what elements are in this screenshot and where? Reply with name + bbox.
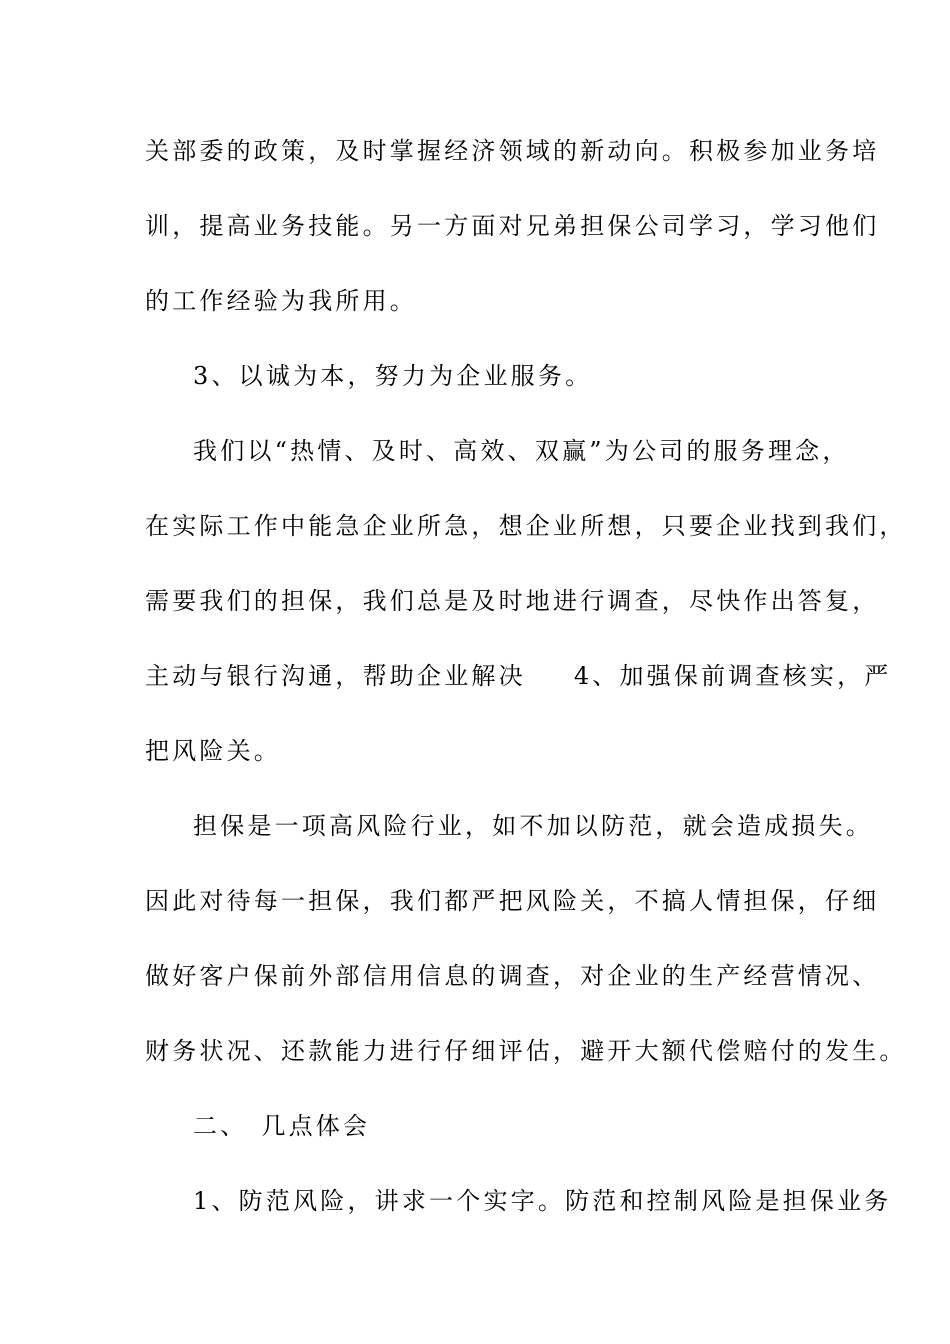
section-title: 几点体会 (261, 1112, 371, 1140)
text-line: 把风险关。 (145, 737, 281, 765)
text-line: 关部委的政策，及时掌握经济领域的新动向。积极参加业务培 (145, 137, 880, 165)
text-line: 需要我们的担保，我们总是及时地进行调查，尽快作出答复， (145, 587, 880, 615)
text-line: 1、防范风险，讲求一个实字。防范和控制风险是担保业务 (193, 1187, 892, 1215)
text-line: 训，提高业务技能。另一方面对兄弟担保公司学习，学习他们 (145, 212, 880, 240)
text-line: 我们以“热情、及时、高效、双赢”为公司的服务理念， (193, 437, 850, 465)
text-line: 在实际工作中能急企业所急，想企业所想，只要企业找到我们， (145, 512, 907, 540)
text-line: 财务状况、还款能力进行仔细评估，避开大额代偿赔付的发生。 (145, 1037, 907, 1065)
text-line (145, 656, 891, 696)
section-number: 二、 (193, 1112, 248, 1140)
text-segment: 主动与银行沟通，帮助企业解决 (145, 662, 526, 690)
text-line: 担保是一项高风险行业，如不加以防范，就会造成损失。 (193, 812, 873, 840)
section-heading: 3、以诚为本，努力为企业服务。 (193, 362, 593, 390)
section-heading (193, 1106, 370, 1146)
text-line: 做好客户保前外部信用信息的调查，对企业的生产经营情况、 (145, 962, 880, 990)
section-heading: 4、加强保前调查核实，严 (573, 662, 892, 690)
text-line: 的工作经验为我所用。 (145, 287, 417, 315)
text-line: 因此对待每一担保，我们都严把风险关，不搞人情担保，仔细 (145, 887, 880, 915)
